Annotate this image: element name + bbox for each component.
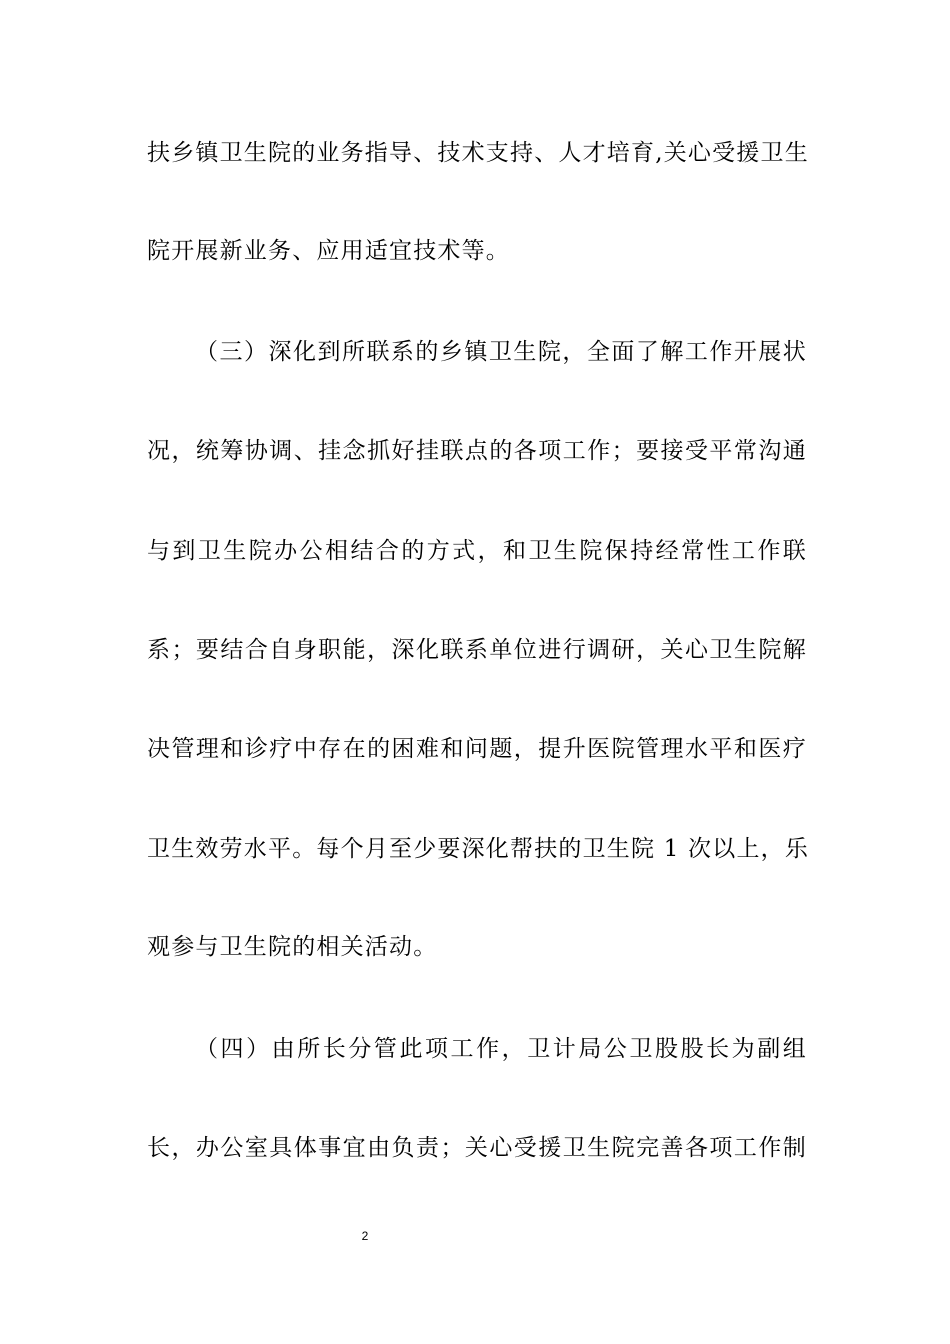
paragraph-line: （四）由所长分管此项工作，卫计局公卫股股长为副组: [195, 1036, 807, 1062]
paragraph-line: 决管理和诊疗中存在的困难和问题，提升医院管理水平和医疗: [147, 736, 807, 762]
page-number: 2: [361, 1229, 369, 1243]
paragraph-line: 况，统筹协调、挂念抓好挂联点的各项工作；要接受平常沟通: [147, 438, 807, 464]
paragraph-line: 系；要结合自身职能，深化联系单位进行调研，关心卫生院解: [147, 637, 807, 663]
paragraph-line: （三）深化到所联系的乡镇卫生院，全面了解工作开展状: [195, 339, 807, 365]
paragraph-line: 观参与卫生院的相关活动。: [147, 934, 438, 960]
paragraph-line: 院开展新业务、应用适宜技术等。: [147, 238, 510, 264]
paragraph-line: 扶乡镇卫生院的业务指导、技术支持、人才培育,关心受援卫生: [147, 140, 809, 166]
paragraph-line: 卫生效劳水平。每个月至少要深化帮扶的卫生院 1 次以上，乐: [147, 836, 810, 862]
paragraph-line: 长，办公室具体事宜由负责；关心受援卫生院完善各项工作制: [147, 1135, 807, 1161]
paragraph-line: 与到卫生院办公相结合的方式，和卫生院保持经常性工作联: [147, 538, 807, 564]
